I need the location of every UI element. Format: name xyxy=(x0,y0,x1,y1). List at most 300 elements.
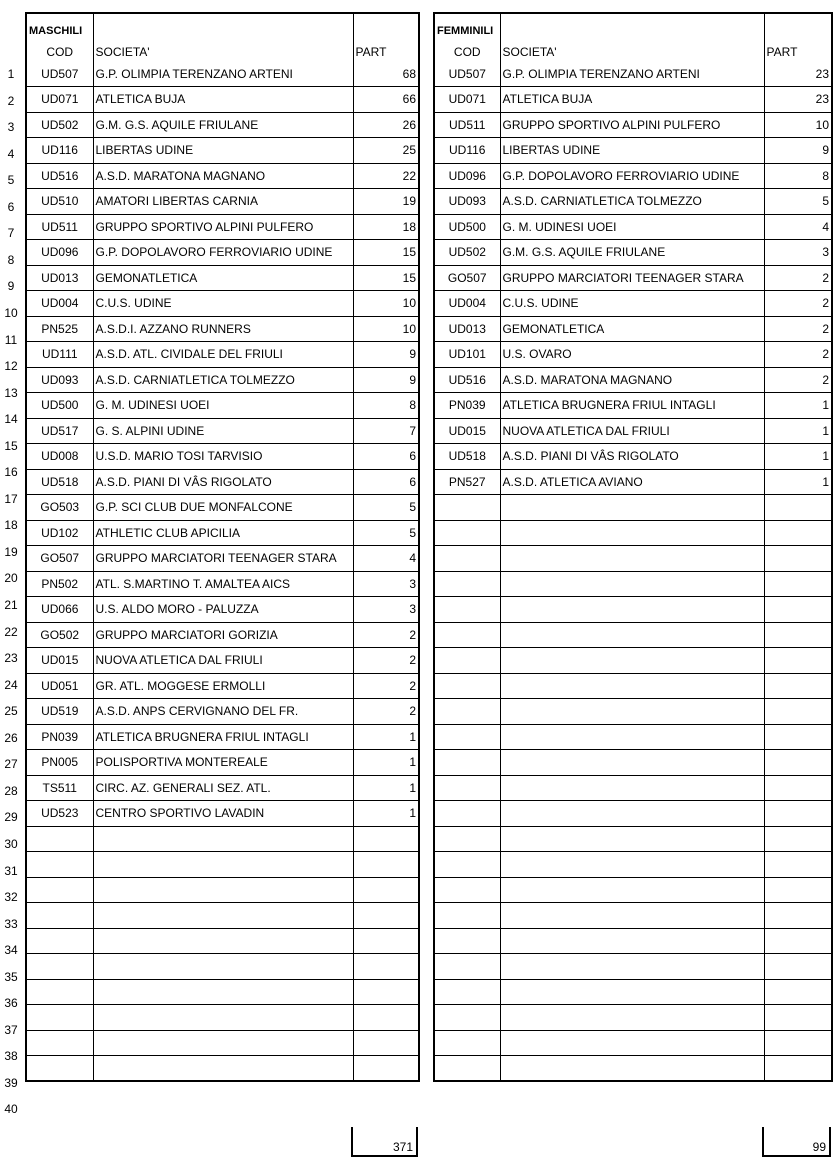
maschili-cell-cod: UD093 xyxy=(26,367,93,393)
femminili-cell-societa xyxy=(500,673,764,699)
maschili-cell-cod: UD500 xyxy=(26,393,93,419)
maschili-cell-cod xyxy=(26,954,93,980)
row-number: 3 xyxy=(7,120,15,135)
femminili-cell-cod: UD013 xyxy=(434,316,500,342)
table-row xyxy=(26,954,419,980)
femminili-cell-part xyxy=(764,1005,832,1031)
table-row xyxy=(434,673,832,699)
maschili-cell-societa xyxy=(93,928,353,954)
table-row xyxy=(434,750,832,776)
maschili-cell-societa xyxy=(93,852,353,878)
femminili-cell-part xyxy=(764,1056,832,1082)
femminili-cell-societa: ATLETICA BUJA xyxy=(500,87,764,113)
femminili-cell-part xyxy=(764,495,832,521)
maschili-cell-societa: GEMONATLETICA xyxy=(93,265,353,291)
maschili-cell-societa: GR. ATL. MOGGESE ERMOLLI xyxy=(93,673,353,699)
table-row xyxy=(26,418,419,444)
femminili-cell-part: 1 xyxy=(764,469,832,495)
maschili-cell-part: 2 xyxy=(353,622,419,648)
table-row xyxy=(26,444,419,470)
maschili-cell-societa xyxy=(93,826,353,852)
table-row xyxy=(26,265,419,291)
row-number: 22 xyxy=(4,624,18,639)
table-row xyxy=(434,954,832,980)
row-number: 11 xyxy=(4,332,18,347)
femminili-cell-cod: PN039 xyxy=(434,393,500,419)
maschili-cell-part: 4 xyxy=(353,546,419,572)
table-row xyxy=(26,775,419,801)
femminili-cell-societa: LIBERTAS UDINE xyxy=(500,138,764,164)
maschili-cell-cod: UD008 xyxy=(26,444,93,470)
maschili-cell-cod: UD051 xyxy=(26,673,93,699)
maschili-cell-societa xyxy=(93,877,353,903)
maschili-cell-cod: UD111 xyxy=(26,342,93,368)
table-row xyxy=(434,826,832,852)
row-number: 38 xyxy=(4,1049,18,1064)
row-number: 25 xyxy=(4,704,18,719)
table-row xyxy=(434,928,832,954)
femminili-cell-societa xyxy=(500,928,764,954)
row-number: 28 xyxy=(4,783,18,798)
maschili-cell-societa: ATHLETIC CLUB APICILIA xyxy=(93,520,353,546)
maschili-cell-cod: UD518 xyxy=(26,469,93,495)
table-row xyxy=(434,444,832,470)
row-number: 17 xyxy=(4,491,18,506)
table-row xyxy=(26,291,419,317)
table-row xyxy=(434,112,832,138)
table-row xyxy=(26,903,419,929)
femminili-cell-cod xyxy=(434,1056,500,1082)
maschili-cell-societa: U.S.D. MARIO TOSI TARVISIO xyxy=(93,444,353,470)
femminili-cell-societa xyxy=(500,1056,764,1082)
row-number: 19 xyxy=(4,544,18,559)
maschili-cell-cod: PN039 xyxy=(26,724,93,750)
row-number: 6 xyxy=(7,199,15,214)
maschili-cell-societa: CENTRO SPORTIVO LAVADIN xyxy=(93,801,353,827)
femminili-cell-cod xyxy=(434,597,500,623)
table-row xyxy=(434,61,832,87)
femminili-cell-societa: GEMONATLETICA xyxy=(500,316,764,342)
table-row xyxy=(434,903,832,929)
table-row xyxy=(434,291,832,317)
row-number: 39 xyxy=(4,1075,18,1090)
femminili-cell-societa: U.S. OVARO xyxy=(500,342,764,368)
table-row xyxy=(26,1005,419,1031)
maschili-cell-cod xyxy=(26,852,93,878)
table-row xyxy=(26,801,419,827)
maschili-cell-part: 6 xyxy=(353,444,419,470)
maschili-cell-societa: G.P. OLIMPIA TERENZANO ARTENI xyxy=(93,61,353,87)
femminili-cell-societa: NUOVA ATLETICA DAL FRIULI xyxy=(500,418,764,444)
table-row xyxy=(434,342,832,368)
femminili-cell-societa xyxy=(500,622,764,648)
table-row xyxy=(434,1005,832,1031)
table-row xyxy=(434,648,832,674)
row-number: 20 xyxy=(4,571,18,586)
row-number: 16 xyxy=(4,465,18,480)
row-number: 36 xyxy=(4,996,18,1011)
table-row xyxy=(434,240,832,266)
femminili-cell-cod xyxy=(434,852,500,878)
maschili-cell-cod: GO502 xyxy=(26,622,93,648)
row-number: 8 xyxy=(7,252,15,267)
table-row xyxy=(26,571,419,597)
maschili-cell-cod xyxy=(26,979,93,1005)
table-row xyxy=(26,826,419,852)
row-number: 10 xyxy=(4,305,18,320)
femminili-title: FEMMINILI xyxy=(434,13,500,37)
femminili-cell-societa xyxy=(500,520,764,546)
table-row xyxy=(434,367,832,393)
row-number: 23 xyxy=(4,651,18,666)
row-number: 31 xyxy=(4,863,18,878)
femminili-cell-societa: A.S.D. CARNIATLETICA TOLMEZZO xyxy=(500,189,764,215)
table-row xyxy=(434,699,832,725)
row-number: 12 xyxy=(4,359,18,374)
maschili-cell-cod: UD523 xyxy=(26,801,93,827)
maschili-cell-part: 2 xyxy=(353,648,419,674)
table-row xyxy=(26,928,419,954)
femminili-cell-cod xyxy=(434,520,500,546)
row-number: 7 xyxy=(7,226,15,241)
table-row xyxy=(434,1030,832,1056)
femminili-cell-cod xyxy=(434,775,500,801)
femminili-cell-societa xyxy=(500,724,764,750)
femminili-cell-cod: UD511 xyxy=(434,112,500,138)
maschili-cell-societa xyxy=(93,979,353,1005)
femminili-cell-cod xyxy=(434,724,500,750)
femminili-cell-part xyxy=(764,571,832,597)
femminili-cell-cod xyxy=(434,648,500,674)
femminili-cell-cod xyxy=(434,979,500,1005)
table-row xyxy=(26,1056,419,1082)
maschili-cell-part: 5 xyxy=(353,495,419,521)
femminili-cell-cod xyxy=(434,571,500,597)
maschili-cell-societa: G.P. SCI CLUB DUE MONFALCONE xyxy=(93,495,353,521)
maschili-cell-societa: G.P. DOPOLAVORO FERROVIARIO UDINE xyxy=(93,240,353,266)
maschili-cell-part: 10 xyxy=(353,291,419,317)
table-row xyxy=(434,520,832,546)
femminili-cell-part: 5 xyxy=(764,189,832,215)
femminili-header-cod: COD xyxy=(434,37,500,61)
table-row xyxy=(26,469,419,495)
table-row xyxy=(434,214,832,240)
table-row xyxy=(26,342,419,368)
maschili-cell-part xyxy=(353,979,419,1005)
maschili-cell-part xyxy=(353,1056,419,1082)
femminili-cell-part xyxy=(764,520,832,546)
femminili-cell-cod xyxy=(434,877,500,903)
maschili-cell-cod: UD004 xyxy=(26,291,93,317)
femminili-cell-cod xyxy=(434,1030,500,1056)
maschili-cell-part: 26 xyxy=(353,112,419,138)
maschili-cell-part xyxy=(353,928,419,954)
maschili-header-cod: COD xyxy=(26,37,93,61)
femminili-cell-societa xyxy=(500,775,764,801)
maschili-cell-cod xyxy=(26,903,93,929)
maschili-cell-societa: A.S.D. ANPS CERVIGNANO DEL FR. xyxy=(93,699,353,725)
maschili-cell-cod: UD511 xyxy=(26,214,93,240)
maschili-cell-part xyxy=(353,852,419,878)
table-row xyxy=(434,1056,832,1082)
femminili-cell-cod: UD004 xyxy=(434,291,500,317)
femminili-cell-societa xyxy=(500,750,764,776)
table-row xyxy=(434,546,832,572)
maschili-cell-cod: UD516 xyxy=(26,163,93,189)
maschili-cell-part: 5 xyxy=(353,520,419,546)
maschili-cell-cod: UD096 xyxy=(26,240,93,266)
maschili-cell-societa xyxy=(93,954,353,980)
table-row xyxy=(26,877,419,903)
femminili-cell-part xyxy=(764,1030,832,1056)
femminili-cell-cod xyxy=(434,495,500,521)
femminili-total: 99 xyxy=(762,1127,831,1157)
table-row xyxy=(26,673,419,699)
maschili-cell-part: 1 xyxy=(353,724,419,750)
maschili-cell-societa: NUOVA ATLETICA DAL FRIULI xyxy=(93,648,353,674)
row-number: 35 xyxy=(4,969,18,984)
femminili-cell-societa xyxy=(500,877,764,903)
femminili-cell-cod: UD096 xyxy=(434,163,500,189)
maschili-cell-societa xyxy=(93,1005,353,1031)
femminili-cell-part: 1 xyxy=(764,393,832,419)
femminili-cell-part: 2 xyxy=(764,367,832,393)
maschili-cell-cod xyxy=(26,1030,93,1056)
row-number: 37 xyxy=(4,1022,18,1037)
table-row xyxy=(26,1030,419,1056)
femminili-cell-part: 10 xyxy=(764,112,832,138)
row-number: 24 xyxy=(4,677,18,692)
maschili-cell-societa: GRUPPO MARCIATORI TEENAGER STARA xyxy=(93,546,353,572)
femminili-cell-part xyxy=(764,826,832,852)
table-row xyxy=(26,61,419,87)
table-row xyxy=(434,495,832,521)
femminili-cell-cod: UD071 xyxy=(434,87,500,113)
femminili-cell-part: 8 xyxy=(764,163,832,189)
maschili-cell-cod: UD116 xyxy=(26,138,93,164)
maschili-cell-cod xyxy=(26,826,93,852)
table-row xyxy=(434,571,832,597)
femminili-cell-cod: UD116 xyxy=(434,138,500,164)
femminili-cell-part: 2 xyxy=(764,342,832,368)
femminili-cell-part xyxy=(764,801,832,827)
table-row xyxy=(434,979,832,1005)
table-row xyxy=(434,775,832,801)
table-row xyxy=(26,546,419,572)
maschili-cell-societa: A.S.D. PIANI DI VÂS RIGOLATO xyxy=(93,469,353,495)
femminili-cell-cod: UD507 xyxy=(434,61,500,87)
femminili-cell-cod: UD015 xyxy=(434,418,500,444)
femminili-cell-part xyxy=(764,546,832,572)
row-number: 15 xyxy=(4,438,18,453)
maschili-cell-part: 68 xyxy=(353,61,419,87)
table-row xyxy=(434,265,832,291)
femminili-cell-part xyxy=(764,877,832,903)
row-number: 21 xyxy=(4,598,18,612)
maschili-cell-societa: U.S. ALDO MORO - PALUZZA xyxy=(93,597,353,623)
maschili-cell-societa: ATL. S.MARTINO T. AMALTEA AICS xyxy=(93,571,353,597)
femminili-cell-societa: G.P. OLIMPIA TERENZANO ARTENI xyxy=(500,61,764,87)
maschili-cell-cod xyxy=(26,1056,93,1082)
maschili-cell-cod: UD015 xyxy=(26,648,93,674)
femminili-cell-cod: UD093 xyxy=(434,189,500,215)
table-row xyxy=(26,316,419,342)
table-row xyxy=(434,316,832,342)
maschili-cell-cod: UD510 xyxy=(26,189,93,215)
femminili-cell-societa: G.P. DOPOLAVORO FERROVIARIO UDINE xyxy=(500,163,764,189)
row-number: 32 xyxy=(4,890,18,905)
femminili-cell-societa: A.S.D. PIANI DI VÂS RIGOLATO xyxy=(500,444,764,470)
maschili-cell-societa: CIRC. AZ. GENERALI SEZ. ATL. xyxy=(93,775,353,801)
maschili-cell-societa: POLISPORTIVA MONTEREALE xyxy=(93,750,353,776)
femminili-cell-part: 2 xyxy=(764,291,832,317)
maschili-cell-societa: A.S.D.I. AZZANO RUNNERS xyxy=(93,316,353,342)
maschili-cell-societa: A.S.D. CARNIATLETICA TOLMEZZO xyxy=(93,367,353,393)
maschili-cell-part: 6 xyxy=(353,469,419,495)
table-row xyxy=(26,138,419,164)
femminili-cell-societa xyxy=(500,826,764,852)
femminili-cell-cod xyxy=(434,826,500,852)
femminili-cell-societa xyxy=(500,1030,764,1056)
maschili-title: MASCHILI xyxy=(26,13,93,37)
femminili-cell-societa xyxy=(500,546,764,572)
femminili-cell-part: 23 xyxy=(764,87,832,113)
row-number: 2 xyxy=(7,93,15,108)
femminili-cell-societa: G.M. G.S. AQUILE FRIULANE xyxy=(500,240,764,266)
femminili-cell-part: 23 xyxy=(764,61,832,87)
table-row xyxy=(26,724,419,750)
row-number: 30 xyxy=(4,836,18,851)
table-row xyxy=(26,495,419,521)
maschili-cell-part: 10 xyxy=(353,316,419,342)
row-number: 26 xyxy=(4,730,18,745)
femminili-cell-cod xyxy=(434,750,500,776)
maschili-cell-part xyxy=(353,1030,419,1056)
table-row xyxy=(434,189,832,215)
maschili-cell-part: 15 xyxy=(353,265,419,291)
femminili-cell-societa: GRUPPO MARCIATORI TEENAGER STARA xyxy=(500,265,764,291)
table-row xyxy=(26,367,419,393)
table-row xyxy=(26,87,419,113)
maschili-cell-part: 7 xyxy=(353,418,419,444)
maschili-cell-part: 22 xyxy=(353,163,419,189)
maschili-cell-societa: G. M. UDINESI UOEI xyxy=(93,393,353,419)
femminili-cell-cod xyxy=(434,673,500,699)
row-number: 29 xyxy=(4,810,18,825)
femminili-cell-part: 3 xyxy=(764,240,832,266)
row-number: 18 xyxy=(4,518,18,533)
maschili-cell-societa: ATLETICA BUJA xyxy=(93,87,353,113)
femminili-cell-cod xyxy=(434,928,500,954)
maschili-cell-societa: AMATORI LIBERTAS CARNIA xyxy=(93,189,353,215)
table-row xyxy=(26,189,419,215)
maschili-cell-part: 8 xyxy=(353,393,419,419)
maschili-cell-cod: PN502 xyxy=(26,571,93,597)
maschili-cell-societa xyxy=(93,903,353,929)
maschili-cell-societa: C.U.S. UDINE xyxy=(93,291,353,317)
maschili-cell-societa: G.M. G.S. AQUILE FRIULANE xyxy=(93,112,353,138)
femminili-cell-part xyxy=(764,648,832,674)
femminili-cell-societa: A.S.D. ATLETICA AVIANO xyxy=(500,469,764,495)
femminili-cell-cod: GO507 xyxy=(434,265,500,291)
maschili-cell-cod: GO507 xyxy=(26,546,93,572)
maschili-cell-cod xyxy=(26,877,93,903)
femminili-cell-societa xyxy=(500,495,764,521)
row-number: 1 xyxy=(7,67,15,81)
femminili-cell-part: 9 xyxy=(764,138,832,164)
femminili-cell-cod xyxy=(434,801,500,827)
femminili-cell-part xyxy=(764,979,832,1005)
table-row xyxy=(26,214,419,240)
maschili-cell-cod xyxy=(26,928,93,954)
femminili-header-societa: SOCIETA' xyxy=(500,37,764,61)
femminili-cell-cod: PN527 xyxy=(434,469,500,495)
femminili-cell-part: 2 xyxy=(764,265,832,291)
maschili-cell-societa: G. S. ALPINI UDINE xyxy=(93,418,353,444)
table-row xyxy=(434,163,832,189)
femminili-header-part: PART xyxy=(764,37,832,61)
maschili-cell-part xyxy=(353,954,419,980)
femminili-cell-cod: UD518 xyxy=(434,444,500,470)
table-row xyxy=(434,418,832,444)
table-row xyxy=(26,750,419,776)
row-number: 5 xyxy=(7,173,15,188)
femminili-cell-part xyxy=(764,775,832,801)
row-number: 33 xyxy=(4,916,18,931)
table-row xyxy=(434,469,832,495)
femminili-cell-part xyxy=(764,928,832,954)
maschili-cell-part xyxy=(353,903,419,929)
maschili-cell-cod: PN005 xyxy=(26,750,93,776)
maschili-cell-societa xyxy=(93,1056,353,1082)
femminili-cell-cod xyxy=(434,1005,500,1031)
maschili-cell-societa: GRUPPO SPORTIVO ALPINI PULFERO xyxy=(93,214,353,240)
femminili-cell-cod xyxy=(434,954,500,980)
row-number: 40 xyxy=(4,1102,18,1117)
femminili-cell-part xyxy=(764,699,832,725)
femminili-cell-part xyxy=(764,903,832,929)
maschili-cell-part xyxy=(353,1005,419,1031)
maschili-cell-cod: UD071 xyxy=(26,87,93,113)
femminili-cell-cod: UD500 xyxy=(434,214,500,240)
maschili-cell-part: 25 xyxy=(353,138,419,164)
table-row xyxy=(26,622,419,648)
maschili-cell-part: 2 xyxy=(353,699,419,725)
maschili-cell-cod: UD507 xyxy=(26,61,93,87)
femminili-cell-societa: A.S.D. MARATONA MAGNANO xyxy=(500,367,764,393)
femminili-cell-part xyxy=(764,622,832,648)
femminili-cell-societa: C.U.S. UDINE xyxy=(500,291,764,317)
maschili-cell-cod: PN525 xyxy=(26,316,93,342)
maschili-cell-cod: UD502 xyxy=(26,112,93,138)
femminili-cell-societa xyxy=(500,1005,764,1031)
table-row xyxy=(434,622,832,648)
femminili-cell-societa xyxy=(500,648,764,674)
maschili-cell-part: 1 xyxy=(353,801,419,827)
femminili-cell-societa: ATLETICA BRUGNERA FRIUL INTAGLI xyxy=(500,393,764,419)
femminili-cell-societa xyxy=(500,699,764,725)
table-row xyxy=(26,393,419,419)
maschili-cell-part: 19 xyxy=(353,189,419,215)
maschili-cell-cod: UD066 xyxy=(26,597,93,623)
maschili-total: 371 xyxy=(351,1127,418,1157)
maschili-cell-part: 66 xyxy=(353,87,419,113)
maschili-cell-part: 2 xyxy=(353,673,419,699)
table-row xyxy=(26,520,419,546)
maschili-cell-cod: UD102 xyxy=(26,520,93,546)
table-row xyxy=(26,979,419,1005)
maschili-cell-cod xyxy=(26,1005,93,1031)
